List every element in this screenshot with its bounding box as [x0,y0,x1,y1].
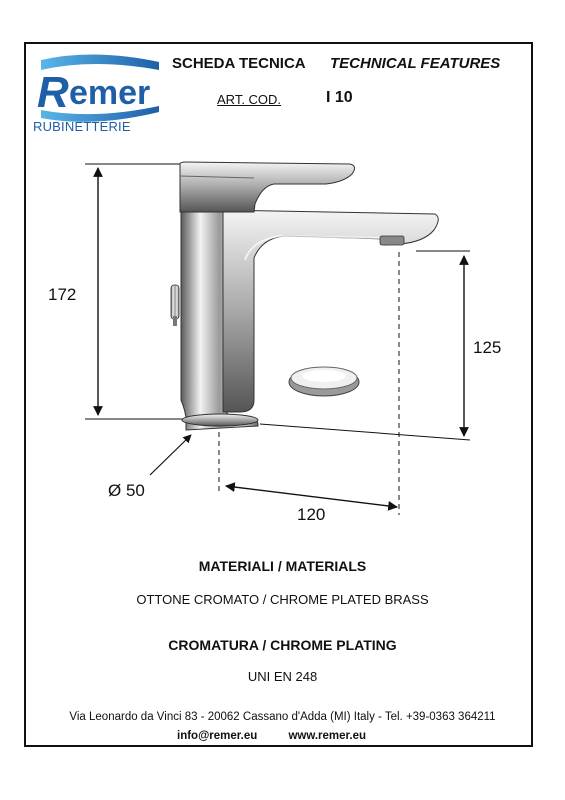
dim-spout-reach: 120 [297,505,326,524]
footer-contacts [177,730,394,742]
dim-total-height: 172 [48,285,77,304]
footer-website[interactable]: www.remer.eu [288,730,367,742]
materials-value: OTTONE CROMATO / CHROME PLATED BRASS [136,592,429,607]
svg-text:R: R [37,68,69,117]
footer-address: Via Leonardo da Vinci 83 - 20062 Cassano d'Adda (MI) Italy - Tel. +39-0363 364211 [69,711,496,723]
materials-title: MATERIALI / MATERIALS [198,558,367,574]
article-code-label: ART. COD. [217,92,282,107]
dim-spout-height: 125 [473,338,502,357]
svg-text:emer: emer [69,74,151,112]
plating-title: CROMATURA / CHROME PLATING [168,637,397,653]
plating-value: UNI EN 248 [247,669,318,684]
footer-email[interactable]: info@remer.eu [177,730,258,742]
article-code-value: I 10 [326,89,353,106]
title-italian: SCHEDA TECNICA [172,55,306,72]
brand-subtitle: RUBINETTERIE [33,119,131,134]
dim-base-diameter: Ø 50 [108,481,145,500]
title-english: TECHNICAL FEATURES [330,55,501,72]
